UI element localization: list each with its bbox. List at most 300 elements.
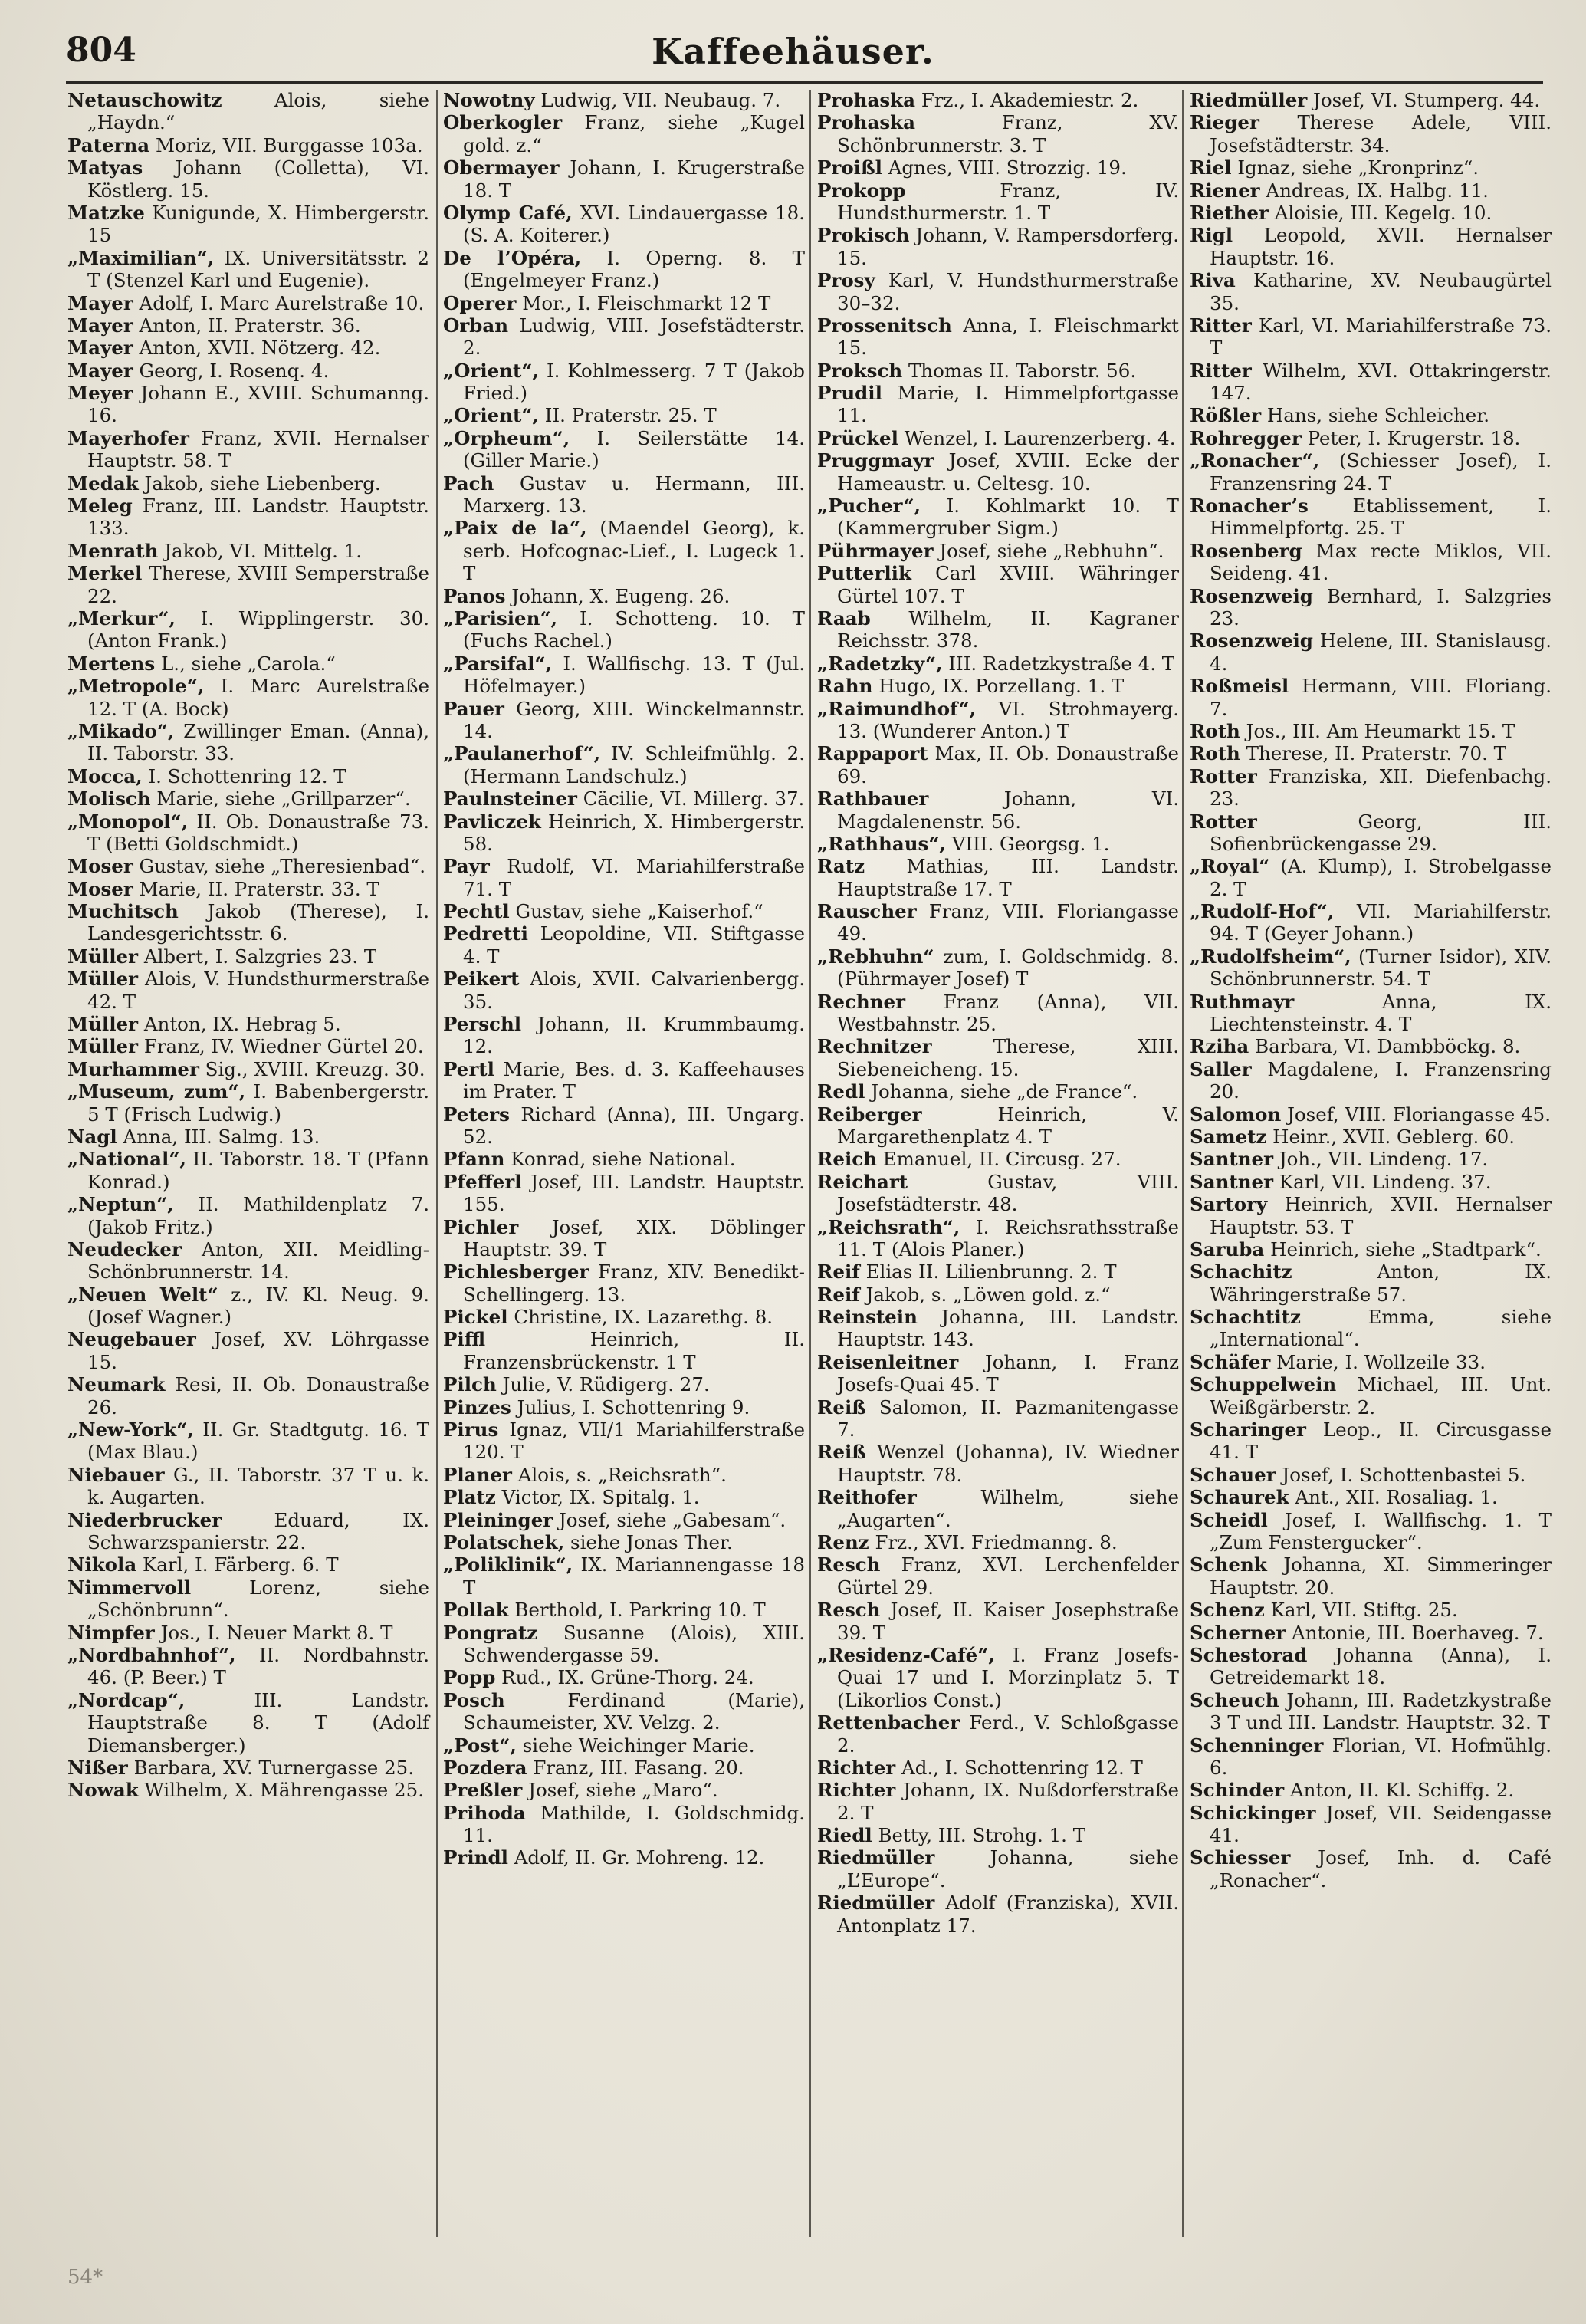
entry-name: Riedmüller [817, 1892, 935, 1915]
directory-entry [67, 360, 429, 382]
directory-entry [1190, 720, 1552, 742]
entry-name: „National“, [67, 1148, 186, 1171]
entry-details: Max, II. Ob. Donaustraße 69. [837, 742, 1179, 787]
entry-name: Nowak [67, 1779, 139, 1802]
entry-name: „Nordbahnhof“, [67, 1643, 236, 1666]
entry-name: Schestorad [1190, 1643, 1308, 1666]
entry-name: Schenz [1190, 1599, 1265, 1622]
entry-name: Salomon [1190, 1103, 1282, 1126]
entry-name: „Mikado“, [67, 719, 175, 742]
entry-name: Prossenitsch [817, 314, 952, 337]
entry-details: Josef, II. Kaiser Josephstraße 39. T [837, 1599, 1179, 1644]
directory-entry [817, 787, 1179, 833]
directory-entry [1190, 1373, 1552, 1418]
directory-entry [67, 89, 429, 134]
directory-entry [1190, 156, 1552, 179]
directory-entry [67, 382, 429, 427]
entry-details: Heinr., XVII. Geblerg. 60. [1272, 1125, 1515, 1148]
entry-details: Florian, VI. Hofmühlg. 6. [1210, 1734, 1552, 1779]
entry-name: „Post“, [443, 1734, 517, 1757]
directory-entry [443, 517, 805, 584]
entry-details: Ludwig, VII. Neubaug. 7. [540, 89, 781, 111]
directory-entry [443, 1622, 805, 1667]
entry-name: Rziha [1190, 1035, 1249, 1058]
entry-details: Josef, XIX. Döblinger Hauptstr. 39. T [463, 1215, 805, 1261]
directory-entry [817, 89, 1179, 111]
entry-name: Prokisch [817, 224, 910, 247]
entry-details: Alois, siehe „Haydn.“ [87, 89, 429, 134]
entry-name: Putterlik [817, 562, 911, 585]
entry-details: Georg, III. Sofienbrückengasse 29. [1210, 810, 1552, 855]
directory-entry [67, 1757, 429, 1779]
entry-name: Pavliczek [443, 810, 541, 833]
entry-name: Nowotny [443, 89, 535, 111]
entry-details: I. Kohlmarkt 10. T (Kammergruber Sigm.) [837, 495, 1179, 540]
entry-details: I. Reichsrathsstraße 11. T (Alois Planer.) [837, 1215, 1179, 1261]
directory-entry [1190, 495, 1552, 540]
entry-details: Barbara, VI. Dambböckg. 8. [1255, 1035, 1521, 1058]
entry-details: Johann, IX. Nußdorferstraße 2. T [837, 1779, 1179, 1824]
entry-details: Anna, I. Fleischmarkt 15. [837, 314, 1179, 360]
directory-entry [817, 742, 1179, 787]
entry-name: Menrath [67, 539, 159, 562]
entry-details: Antonie, III. Boerhaveg. 7. [1292, 1621, 1544, 1644]
entry-name: Paterna [67, 133, 150, 156]
entry-name: Redl [817, 1080, 865, 1103]
directory-entry [1190, 1689, 1552, 1734]
entry-name: Rößler [1190, 404, 1262, 427]
entry-details: (Turner Isidor), XIV. Schönbrunnerstr. 54. T [1210, 945, 1552, 991]
directory-entry [67, 1622, 429, 1644]
directory-entry [443, 1328, 805, 1373]
directory-entry [67, 292, 429, 314]
directory-entry [817, 449, 1179, 495]
entry-name: „Rudolf-Hof“, [1190, 900, 1335, 923]
column-divider [809, 90, 811, 2237]
entry-details: Karl, VI. Mariahilferstraße 73. T [1210, 314, 1552, 360]
entry-details: Franz, IV. Hundsthurmerstr. 1. T [837, 179, 1179, 224]
entry-name: Meyer [67, 382, 133, 405]
entry-name: Platz [443, 1486, 496, 1509]
entry-name: Prihoda [443, 1801, 526, 1824]
entry-name: Rahn [817, 675, 873, 698]
entry-name: Pichler [443, 1215, 519, 1238]
entry-name: „Paix de la“, [443, 517, 587, 540]
directory-entry [1190, 1802, 1552, 1847]
entry-details: Hans, siehe Schleicher. [1266, 404, 1490, 427]
entry-details: Karl, I. Färberg. 6. T [143, 1553, 339, 1576]
entry-name: Schinder [1190, 1779, 1285, 1802]
entry-name: Schickinger [1190, 1801, 1316, 1824]
entry-details: Johanna, siehe „L’Europe“. [837, 1846, 1179, 1892]
directory-entry [67, 1464, 429, 1509]
entry-details: Jakob, siehe Liebenberg. [144, 472, 381, 495]
entry-details: Franz, XVI. Lerchenfelder Gürtel 29. [837, 1553, 1179, 1599]
entry-name: Pach [443, 472, 494, 495]
entry-details: VIII. Georgsg. 1. [951, 832, 1110, 855]
entry-details: Heinrich, siehe „Stadtpark“. [1270, 1238, 1542, 1261]
entry-name: Pozdera [443, 1756, 527, 1779]
entry-name: Peikert [443, 968, 520, 991]
directory-entry [443, 1599, 805, 1621]
entry-name: Popp [443, 1666, 496, 1689]
directory-entry [67, 247, 429, 292]
entry-details: Franz, III. Landstr. Hauptstr. 133. [87, 495, 429, 540]
entry-details: Aloisie, III. Kegelg. 10. [1274, 201, 1492, 224]
directory-entry [817, 1846, 1179, 1892]
entry-details: I. Wipplingerstr. 30. (Anton Frank.) [87, 606, 429, 652]
directory-entry [817, 652, 1179, 675]
entry-name: Santner [1190, 1148, 1274, 1171]
entry-details: Josef, III. Landstr. Hauptstr. 155. [463, 1170, 805, 1216]
entry-name: „Rathhaus“, [817, 832, 946, 855]
directory-entry [817, 698, 1179, 743]
directory-entry [1190, 314, 1552, 360]
entry-details: Susanne (Alois), XIII. Schwendergasse 59. [463, 1621, 805, 1666]
entry-details: Josef, siehe „Rebhuhn“. [939, 539, 1164, 562]
entry-details: Katharine, XV. Neubaugürtel 35. [1210, 269, 1552, 314]
directory-entry [443, 1058, 805, 1103]
entry-details: siehe Jonas Ther. [570, 1531, 733, 1553]
entry-name: Schiesser [1190, 1846, 1291, 1869]
entry-details: Elias II. Lilienbrunng. 2. T [865, 1261, 1117, 1284]
entry-name: Pertl [443, 1057, 494, 1080]
entry-name: Müller [67, 1013, 139, 1036]
directory-entry [443, 810, 805, 856]
entry-details: Heinrich, II. Franzensbrückenstr. 1 T [463, 1328, 805, 1373]
entry-name: Pleininger [443, 1508, 553, 1531]
directory-entry [443, 900, 805, 922]
entry-details: II. Taborstr. 18. T (Pfann Konrad.) [87, 1148, 430, 1193]
entry-details: Franz, siehe „Kugel gold. z.“ [463, 111, 805, 156]
directory-entry [443, 1531, 805, 1553]
entry-details: Franziska, XII. Diefenbachg. 23. [1210, 764, 1552, 810]
directory-entry [1190, 1171, 1552, 1193]
entry-name: Matzke [67, 201, 145, 224]
entry-name: Rechnitzer [817, 1035, 932, 1058]
directory-entry [1190, 742, 1552, 764]
entry-name: Proksch [817, 359, 903, 382]
entry-details: G., II. Taborstr. 37 T u. k. k. Augarten. [87, 1463, 429, 1509]
entry-name: Polatschek, [443, 1531, 565, 1553]
entry-name: Schachtitz [1190, 1306, 1301, 1329]
entry-name: Rohregger [1190, 426, 1302, 449]
entry-name: Paulnsteiner [443, 787, 577, 810]
entry-details: Rud., IX. Grüne-Thorg. 24. [501, 1666, 754, 1689]
entry-name: Prokopp [817, 179, 906, 202]
entry-details: Adolf (Franziska), XVII. Antonplatz 17. [837, 1892, 1179, 1937]
entry-details: (A. Klump), I. Strobelgasse 2. T [1210, 855, 1552, 900]
entry-details: Therese Adele, VIII. Josefstädterstr. 34. [1210, 111, 1552, 156]
entry-details: II. Mathildenplatz 7. (Jakob Fritz.) [87, 1193, 429, 1238]
entry-details: Albert, I. Salzgries 23. T [143, 945, 377, 968]
directory-entry [443, 1757, 805, 1779]
directory-entry [817, 269, 1179, 314]
directory-entry [67, 495, 429, 540]
entry-details: Franz, IV. Wiedner Gürtel 20. [143, 1035, 424, 1058]
directory-entry [67, 1193, 429, 1238]
directory-entry [817, 1441, 1179, 1486]
entry-details: Michael, III. Unt. Weißgärberstr. 2. [1210, 1373, 1552, 1418]
entry-details: Thomas II. Taborstr. 56. [908, 359, 1137, 382]
directory-entry [443, 1846, 805, 1869]
entry-name: Niebauer [67, 1463, 165, 1486]
entry-name: De l’Opéra, [443, 246, 582, 269]
entry-name: „Merkur“, [67, 606, 176, 629]
directory-entry [817, 991, 1179, 1036]
directory-entry [443, 1261, 805, 1306]
entry-details: Ferd., V. Schloßgasse 2. [837, 1711, 1179, 1757]
entry-name: Ruthmayr [1190, 990, 1295, 1013]
directory-entry [1190, 540, 1552, 585]
entry-name: Müller [67, 968, 139, 991]
footer-mark: 54* [67, 2266, 103, 2289]
entry-name: Mayer [67, 359, 133, 382]
entry-details: Wilhelm, siehe „Augarten“. [837, 1486, 1179, 1531]
entry-name: Medak [67, 472, 139, 495]
entry-name: Panos [443, 584, 506, 607]
entry-details: Moriz, VII. Burggasse 103a. [155, 133, 423, 156]
directory-entry [817, 427, 1179, 449]
entry-details: Richard (Anna), III. Ungarg. 52. [463, 1103, 805, 1148]
directory-entry [67, 156, 429, 202]
directory-entry [1190, 1261, 1552, 1306]
entry-name: Reiberger [817, 1103, 922, 1126]
entry-name: Nagl [67, 1125, 117, 1148]
directory-entry [443, 1306, 805, 1328]
entry-details: Marie, II. Praterstr. 33. T [139, 877, 379, 900]
entry-details: Wilhelm, XVI. Ottakringerstr. 147. [1210, 359, 1552, 405]
entry-details: Franz, VIII. Floriangasse 49. [837, 900, 1179, 945]
directory-entry [67, 1576, 429, 1622]
entry-name: Prudil [817, 382, 882, 405]
entry-details: Betty, III. Strohg. 1. T [878, 1824, 1086, 1847]
entry-details: Mathias, III. Landstr. Hauptstraße 17. T [837, 855, 1179, 900]
entry-name: „Museum, zum“, [67, 1080, 246, 1103]
entry-details: Gustav, siehe „Kaiserhof.“ [515, 900, 763, 923]
entry-name: „Paulanerhof“, [443, 742, 601, 765]
entry-details: Carl XVIII. Währinger Gürtel 107. T [837, 562, 1179, 607]
directory-entry [817, 562, 1179, 607]
directory-entry [1190, 810, 1552, 856]
directory-entry [1190, 1846, 1552, 1892]
entry-name: Prosy [817, 269, 875, 292]
directory-entry [67, 427, 429, 472]
entry-name: Rauscher [817, 900, 917, 923]
entry-name: Renz [817, 1531, 869, 1553]
directory-entry [67, 1013, 429, 1035]
entry-details: Anna, IX. Liechtensteinstr. 4. T [1210, 990, 1552, 1036]
entry-details: z., IV. Kl. Neug. 9. (Josef Wagner.) [87, 1283, 429, 1329]
entry-name: Obermayer [443, 156, 560, 179]
entry-details: Leopold, XVII. Hernalser Hauptstr. 16. [1210, 224, 1552, 269]
entry-details: Rudolf, VI. Mariahilferstraße 71. T [463, 855, 805, 900]
directory-entry [67, 765, 429, 787]
entry-name: Roßmeisl [1190, 675, 1289, 698]
entry-name: „Maximilian“, [67, 246, 215, 269]
directory-entry [1190, 89, 1552, 111]
entry-name: Nimpfer [67, 1621, 155, 1644]
directory-entry [817, 1216, 1179, 1261]
entry-details: Franz, XVII. Hernalser Hauptstr. 58. T [87, 426, 429, 472]
directory-entry [443, 202, 805, 247]
entry-name: Reif [817, 1283, 860, 1306]
entry-name: Moser [67, 877, 133, 900]
entry-name: Reisenleitner [817, 1350, 959, 1373]
directory-entry [817, 156, 1179, 179]
column-4 [1190, 89, 1552, 1892]
directory-entry [67, 1779, 429, 1801]
entry-details: XVI. Lindauergasse 18. (S. A. Koiterer.) [463, 201, 805, 247]
entry-details: Anton, II. Praterstr. 36. [139, 314, 361, 337]
entry-details: Marie, siehe „Grillparzer“. [156, 787, 411, 810]
entry-name: Roth [1190, 742, 1240, 765]
entry-name: Reichart [817, 1170, 908, 1193]
directory-entry [817, 1035, 1179, 1080]
entry-details: Alois, XVII. Calvarienbergg. 35. [463, 968, 805, 1013]
entry-details: Frz., I. Akademiestr. 2. [921, 89, 1139, 111]
entry-name: Rechner [817, 990, 905, 1013]
page-title: Kaffeehäuser. [652, 31, 934, 72]
directory-entry [1190, 1779, 1552, 1801]
entry-name: Riedmüller [817, 1846, 935, 1869]
entry-name: Orban [443, 314, 509, 337]
entry-name: Operer [443, 291, 517, 314]
directory-entry [67, 945, 429, 968]
entry-details: IX. Universitätsstr. 2 T (Stenzel Karl und Eugenie). [87, 246, 429, 292]
entry-name: „Poliklinik“, [443, 1553, 573, 1576]
directory-entry [67, 900, 429, 945]
directory-entry [817, 540, 1179, 562]
entry-name: Moser [67, 855, 133, 878]
entry-name: Richter [817, 1756, 896, 1779]
entry-details: I. Franz Josefs-Quai 17 und I. Morzinplatz 5. T (Likorlios Const.) [837, 1643, 1179, 1711]
entry-name: „Orpheum“, [443, 426, 570, 449]
directory-entry [817, 1351, 1179, 1396]
entry-name: „Royal“ [1190, 855, 1270, 878]
directory-entry [1190, 1734, 1552, 1780]
entry-details: IX. Mariannengasse 18 T [463, 1553, 805, 1599]
directory-entry [1190, 449, 1552, 495]
entry-name: Murhammer [67, 1057, 199, 1080]
directory-entry [817, 945, 1179, 991]
entry-details: VI. Strohmayerg. 13. (Wunderer Anton.) T [837, 697, 1179, 742]
directory-entry [443, 1802, 805, 1847]
entry-name: Scherner [1190, 1621, 1286, 1644]
directory-entry [1190, 991, 1552, 1036]
directory-entry [67, 810, 429, 856]
entry-details: Anton, IX. Währingerstraße 57. [1210, 1261, 1552, 1306]
entry-name: Mayer [67, 314, 133, 337]
directory-entry [443, 1396, 805, 1418]
entry-name: Pollak [443, 1599, 509, 1622]
entry-details: Adolf, II. Gr. Mohreng. 12. [514, 1846, 765, 1869]
entry-details: III. Radetzkystraße 4. T [948, 652, 1175, 675]
entry-details: Mor., I. Fleischmarkt 12 T [522, 291, 771, 314]
directory-entry [1190, 1418, 1552, 1464]
entry-details: Ludwig, VIII. Josefstädterstr. 2. [463, 314, 805, 360]
directory-entry [67, 607, 429, 652]
directory-entry [817, 495, 1179, 540]
entry-details: Johanna, III. Landstr. Hauptstr. 143. [837, 1306, 1180, 1351]
entry-name: Netauschowitz [67, 89, 222, 111]
entry-details: Gustav u. Hermann, III. Marxerg. 13. [463, 472, 805, 518]
entry-name: Pinzes [443, 1395, 511, 1418]
entry-details: Helene, III. Stanislausg. 4. [1210, 629, 1552, 675]
directory-entry [443, 652, 805, 698]
entry-name: Pedretti [443, 922, 528, 945]
entry-details: Josef, siehe „Maro“. [528, 1779, 718, 1802]
entry-name: Oberkogler [443, 111, 563, 134]
directory-entry [443, 922, 805, 968]
directory-entry [1190, 585, 1552, 630]
directory-entry [817, 1757, 1179, 1779]
entry-name: Reiß [817, 1441, 866, 1464]
entry-name: Pruggmayr [817, 449, 934, 472]
entry-details: Konrad, siehe National. [511, 1148, 736, 1171]
directory-entry [1190, 1103, 1552, 1126]
directory-entry [443, 1148, 805, 1170]
entry-details: Karl, VII. Lindeng. 37. [1279, 1170, 1492, 1193]
entry-name: Rotter [1190, 810, 1257, 833]
entry-name: Pfefferl [443, 1170, 522, 1193]
entry-name: Niederbrucker [67, 1508, 222, 1531]
directory-entry [817, 855, 1179, 900]
entry-name: Nißer [67, 1756, 128, 1779]
entry-details: Magdalene, I. Franzensring 20. [1210, 1057, 1552, 1103]
directory-entry [443, 472, 805, 518]
directory-entry [443, 1216, 805, 1261]
entry-name: „Neuen Welt“ [67, 1283, 218, 1306]
entry-name: Neugebauer [67, 1328, 196, 1351]
entry-details: Josef, I. Schottenbastei 5. [1282, 1463, 1526, 1486]
entry-name: Meleg [67, 495, 133, 518]
entry-name: Scheidl [1190, 1508, 1268, 1531]
entry-name: Riether [1190, 201, 1269, 224]
entry-name: Peters [443, 1103, 510, 1126]
directory-entry [67, 472, 429, 495]
entry-name: „Rudolfsheim“, [1190, 945, 1351, 968]
entry-details: Wilhelm, II. Kagraner Reichsstr. 378. [837, 606, 1179, 652]
entry-details: Karl, VII. Stiftg. 25. [1270, 1599, 1458, 1622]
directory-entry [817, 1779, 1179, 1824]
entry-details: Therese, XVIII Semperstraße 22. [87, 562, 429, 607]
page-number: 804 [66, 31, 136, 70]
directory-entry [817, 1486, 1179, 1531]
entry-name: Pirus [443, 1418, 499, 1441]
entry-name: „Ronacher“, [1190, 449, 1320, 472]
entry-name: Proißl [817, 156, 882, 179]
entry-details: IV. Schleifmühlg. 2. (Hermann Landschulz.) [463, 742, 805, 787]
entry-details: Ant., XII. Rosaliag. 1. [1295, 1486, 1498, 1509]
directory-entry [1190, 675, 1552, 720]
entry-name: Preßler [443, 1779, 523, 1802]
directory-entry [67, 652, 429, 675]
entry-name: Payr [443, 855, 490, 878]
entry-details: Victor, IX. Spitalg. 1. [501, 1486, 700, 1509]
entry-details: Sig., XVIII. Kreuzg. 30. [205, 1057, 425, 1080]
entry-name: „Nordcap“, [67, 1688, 186, 1711]
directory-entry [1190, 1148, 1552, 1170]
directory-entry [817, 1284, 1179, 1306]
entry-details: Franz (Anna), VII. Westbahnstr. 25. [837, 990, 1179, 1036]
entry-name: „Rebhuhn“ [817, 945, 934, 968]
entry-name: Ratz [817, 855, 865, 878]
entry-details: Barbara, XV. Turnergasse 25. [133, 1756, 415, 1779]
directory-entry [1190, 360, 1552, 405]
entry-details: Therese, XIII. Siebeneicheng. 15. [837, 1035, 1179, 1080]
entry-name: Richter [817, 1779, 896, 1802]
